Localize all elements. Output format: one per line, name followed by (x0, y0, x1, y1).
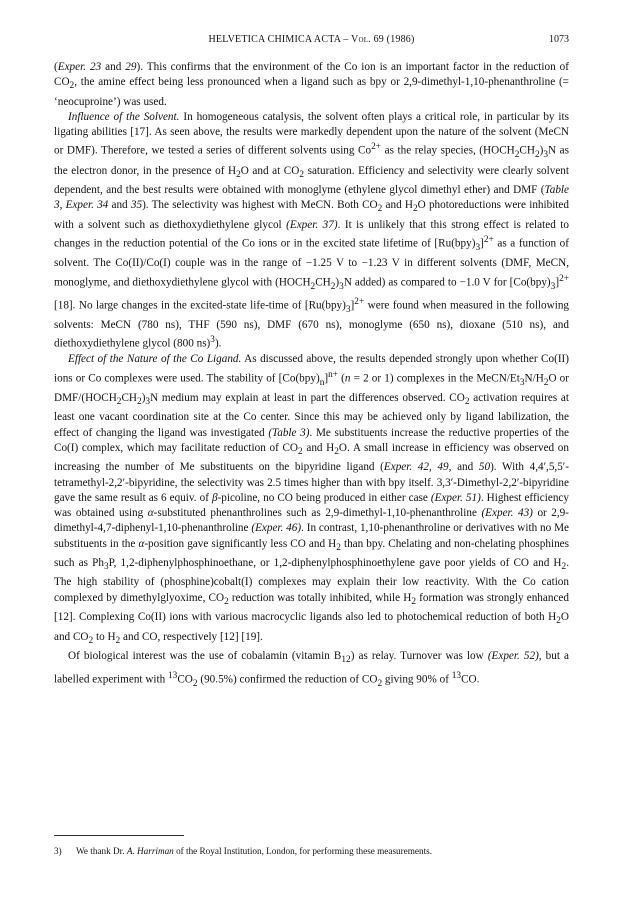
paragraph: Effect of the Nature of the Co Ligand. As discussed above, the results depended strongly upon whether Co(II) ions or Co complexes were used. The stability of $[Co(bpy)_n]^{n+}$ (n = 2 or 1) complexes in the MeCN/$Et_3N/H_2O$ or DMF/$(HOCH_2CH_2)_3N$ medium may explain at least in part the differences observed. $CO_2$ activation requires at least one vacant coordination site at the Co center. Since this may be achieved only by ligand labilization, the effect of changing the ligand was investigated (Table 3). Me substituents increase the reductive properties of the Co(I) complex, which may facilitate reduction of $CO_2$ and $H_2O$. A small increase in efficiency was observed on increasing the number of Me substituents on the bipyridine ligand (Exper. 42, 49, and 50). With 4,4′,5,5′-tetramethyl-2,2′-bipyridine, the selectivity was 2.5 times higher than with bpy itself. 3,3′-Dimethyl-2,2′-bipyridine gave the same result as 6 equiv. of β-picoline, no CO being produced in either case (Exper. 51). Highest efficiency was obtained using α-substituted phenanthrolines such as 2,9-dimethyl-1,10-phenanthroline (Exper. 43) or 2,9-dimethyl-4,7-diphenyl-1,10-phenanthroline (Exper. 46). In contrast, 1,10-phenanthroline or derivatives with no Me substituents in the α-position gave significantly less CO and $H_2$ than bpy. Chelating and non-chelating phosphines such as $Ph_3P$, 1,2-diphenylphosphinoethane, or 1,2-diphenylphosphinoethylene gave poor yields of CO and $H_2$. The high stability of (phosphine)cobalt(I) complexes may explain their low reactivity. With the Co cation complexed by dimethylglyoxime, $CO_2$ reduction was totally inhibited, while $H_2$ formation was strongly enhanced [12]. Complexing Co(II) ions with various macrocyclic ligands also led to photochemical reduction of both $H_2O$ and $CO_2$ to $H_2$ and CO, respectively [12] [19]. (54, 353, 570, 646)
paragraph: (Exper. 23 and 29). This confirms that the environment of the Co ion is an important factor in the reduction of $CO_2$, the amine effect being less pronounced when a ligand such as bpy or 2,9-dimethyl-1,10-phenanthroline (= ‘neocuproine’) was used. (54, 61, 569, 108)
paragraph: Influence of the Solvent. In homogeneous catalysis, the solvent often plays a critical role, in particular by its ligating abilities [17]. As seen above, the results were markedly dependent upon the nature of the solvent (MeCN or DMF). Therefore, we tested a series of different solvents using $Co^{2+}$ as the relay species, $(HOCH_2CH_2)_3N$ as the electron donor, in the presence of $H_2O$ and at $CO_2$ saturation. Efficiency and selectivity were clearly solvent dependent, and the best results were obtained with monoglyme (ethylene glycol dimethyl ether) and DMF (Table 3, Exper. 34 and 35). The selectivity was highest with MeCN. Both $CO_2$ and $H_2O$ photoreductions were inhibited with a solvent such as diethoxydiethylene glycol (Exper. 37). It is unlikely that this strong effect is related to changes in the reduction potential of the Co ions or in the excited state lifetime of $[Ru(bpy)_3]^{2+}$ as a function of solvent. The Co(II)/Co(I) couple was in the range of −1.25 V to −1.23 V in different solvents (DMF, MeCN, monoglyme, and diethoxydiethylene glycol with $(HOCH_2CH_2)_3N$ added) as compared to −1.0 V for $[Co(bpy)_3]^{2+}$ [18]. No large changes in the excited-state life-time of $[Ru(bpy)_3]^{2+}$ were found when measured in the following solvents: MeCN (780 ns), THF (590 ns), DMF (670 ns), monoglyme (650 ns), dioxane (510 ns), and diethoxydiethylene glycol (800 ns)$^3$). (54, 110, 570, 351)
footnote-marker: 3) (54, 846, 62, 856)
journal-title: HELVETICA CHIMICA ACTA – Vol. 69 (1986) (208, 34, 415, 45)
paragraph: Of biological interest was the use of cobalamin (vitamin $B_{12}$) as relay. Turnover was low (Exper. 52), but a labelled experiment with $^{13}CO_2$ (90.5%) confirmed the reduction of $CO_2$ giving 90% of $^{13}$CO. (54, 650, 569, 689)
article-body (54, 60, 569, 692)
page-number: 1073 (549, 34, 569, 45)
footnote (54, 845, 569, 857)
running-header (54, 34, 569, 48)
footnote-rule (54, 835, 184, 836)
footnote-text: We thank Dr. A. Harriman of the Royal Institution, London, for performing these measurements. (76, 846, 432, 856)
